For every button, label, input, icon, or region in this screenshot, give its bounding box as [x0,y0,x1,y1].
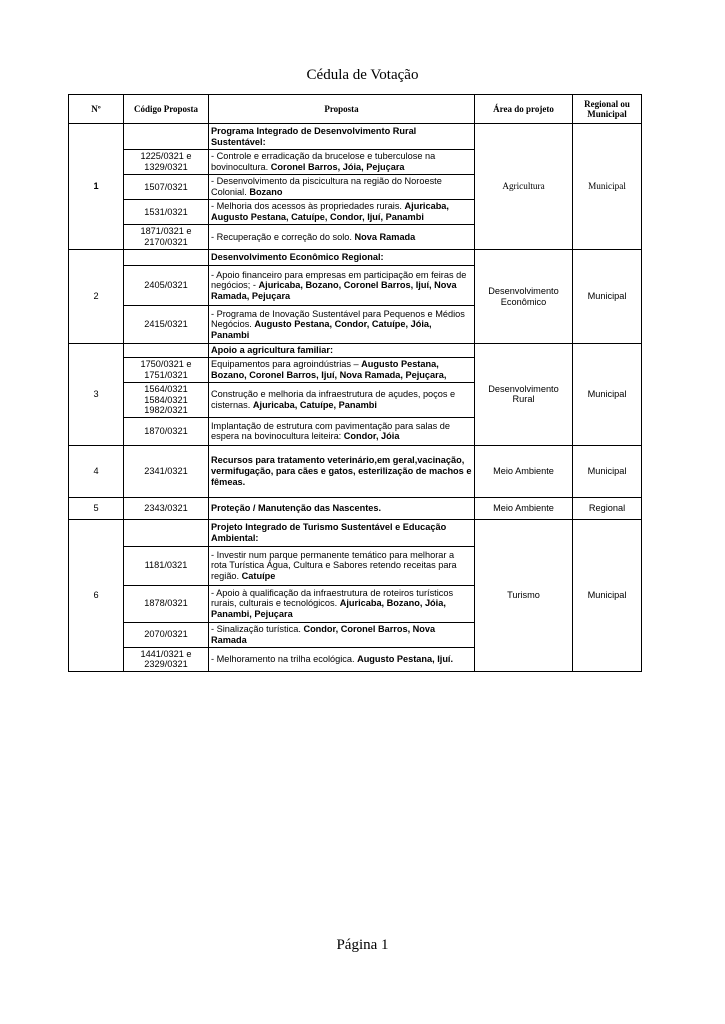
proposal-desc: - Controle e erradicação da brucelose e tuberculose na bovinocultura. [211,151,436,172]
proposal-text [209,175,475,200]
proposal-municipalities: Ajuricaba, Catuípe, Panambi [252,399,377,410]
table-row [69,124,642,150]
project-scope: Municipal [573,124,642,250]
proposal-text [209,150,475,175]
page-number: Página 1 [336,937,389,953]
proposal-desc: - Melhoramento na trilha ecológica. [211,654,358,665]
project-area: Meio Ambiente [475,497,573,519]
project-scope: Municipal [573,250,642,344]
proposal-text [209,417,475,445]
proposal-municipalities: Augusto Pestana, Ijuí. [357,654,454,665]
voting-table [68,94,642,672]
table-header-row [69,95,642,124]
proposal-text: Proteção / Manutenção das Nascentes. [209,497,475,519]
proposal-code: 2343/0321 [124,497,209,519]
proposal-desc: - Recuperação e correção do solo. [211,231,355,242]
proposal-desc: - Apoio financeiro para empresas em participação em feiras de negócios; - [211,269,467,291]
proposal-code: 1225/0321 e 1329/0321 [124,150,209,175]
proposal-text [209,306,475,344]
header-code: Código Proposta [124,95,209,124]
proposal-text [209,383,475,418]
proposal-text [209,225,475,250]
proposal-desc: Implantação de estrutura com pavimentação para salas de espera na bovinocultura leiteira: [211,420,451,442]
page-title: Cédula de Votação [306,67,419,83]
proposal-municipalities: Coronel Barros, Jóia, Pejuçara [270,162,405,172]
project-area: Meio Ambiente [475,445,573,497]
proposal-code: 2341/0321 [124,445,209,497]
proposal-code: 2070/0321 [124,622,209,647]
header-proposal: Proposta [209,95,475,124]
proposal-code: 2405/0321 [124,266,209,306]
group-number: 2 [69,250,124,344]
proposal-municipalities: Ajuricaba, Augusto Pestana, Catuípe, Condor, Ijuí, Panambi [211,201,449,222]
proposal-code: 1531/0321 [124,200,209,225]
group-number: 5 [69,497,124,519]
project-area: Desenvolvimento Rural [475,344,573,446]
proposal-municipalities: Augusto Pestana, Condor, Catuípe, Jóia, Panambi [211,319,432,340]
header-scope: Regional ou Municipal [573,95,642,124]
proposal-heading: Apoio a agricultura familiar: [209,344,475,358]
proposal-code: 1750/0321 e 1751/0321 [124,358,209,383]
proposal-municipalities: Augusto Pestana, Bozano, Coronel Barros, Ijuí, Nova Ramada, Pejuçara, [211,359,447,380]
proposal-code: 1878/0321 [124,585,209,622]
project-scope: Regional [573,497,642,519]
project-area: Agricultura [475,124,573,250]
table-row [69,250,642,266]
proposal-municipalities: Nova Ramada [354,231,416,242]
project-area: Turismo [475,519,573,671]
proposal-desc: - Investir num parque permanente temático para melhorar a rota Turística Água, Cultura e Sabores retendo receitas para região. [211,549,457,582]
table-row [69,519,642,546]
proposal-desc: - Melhoria dos acessos às propriedades rurais. [211,201,405,212]
proposal-desc: Construção e melhoria da infraestrutura de açudes, poços e cisternas. [211,389,456,410]
proposal-desc: Equipamentos para agroindústrias – [211,359,362,370]
header-area: Área do projeto [475,95,573,124]
proposal-desc: - Desenvolvimento da piscicultura na região do Noroeste Colonial. [211,176,442,197]
header-num: Nº [69,95,124,124]
proposal-text [209,546,475,585]
proposal-code: 1871/0321 e 2170/0321 [124,225,209,250]
table-row [69,497,642,519]
proposal-text [209,358,475,383]
proposal-text [209,622,475,647]
proposal-desc: - Sinalização turística. [211,624,304,635]
proposal-desc: - Apoio à qualificação da infraestrutura de roteiros turísticos rurais, culturais e tecnológicos. [211,587,454,609]
code-cell-empty [124,124,209,150]
proposal-municipalities: Ajuricaba, Bozano, Coronel Barros, Ijuí, Nova Ramada, Pejuçara [211,280,457,301]
code-cell-empty [124,344,209,358]
group-number: 4 [69,445,124,497]
table-row [69,344,642,358]
proposal-municipalities: Condor, Jóia [343,431,400,442]
proposal-heading: Programa Integrado de Desenvolvimento Rural Sustentável: [209,124,475,150]
project-scope: Municipal [573,445,642,497]
project-scope: Municipal [573,344,642,446]
group-number: 6 [69,519,124,671]
proposal-text [209,200,475,225]
proposal-code: 1441/0321 e 2329/0321 [124,647,209,671]
proposal-municipalities: Ajuricaba, Bozano, Jóia, Panambi, Pejuçara [211,598,446,620]
proposal-text [209,585,475,622]
code-cell-empty [124,250,209,266]
proposal-code: 1181/0321 [124,546,209,585]
group-number: 3 [69,344,124,446]
proposal-code: 2415/0321 [124,306,209,344]
proposal-heading: Projeto Integrado de Turismo Sustentável e Educação Ambiental: [209,519,475,546]
proposal-code: 1564/0321 1584/0321 1982/0321 [124,383,209,418]
proposal-desc: - Programa de Inovação Sustentável para Pequenos e Médios Negócios. [211,308,465,330]
table-row [69,445,642,497]
proposal-code: 1870/0321 [124,417,209,445]
project-area: Desenvolvimento Econômico [475,250,573,344]
proposal-municipalities: Condor, Coronel Barros, Nova Ramada [211,624,436,645]
proposal-municipalities: Bozano [249,187,283,197]
proposal-municipalities: Catuípe [241,571,276,582]
proposal-heading: Desenvolvimento Econômico Regional: [209,250,475,266]
proposal-text: Recursos para tratamento veterinário,em geral,vacinação, vermifugação, para cães e gatos, esterilização de machos e fêmeas. [209,445,475,497]
group-number: 1 [69,124,124,250]
proposal-text [209,647,475,671]
project-scope: Municipal [573,519,642,671]
proposal-text [209,266,475,306]
code-cell-empty [124,519,209,546]
proposal-code: 1507/0321 [124,175,209,200]
